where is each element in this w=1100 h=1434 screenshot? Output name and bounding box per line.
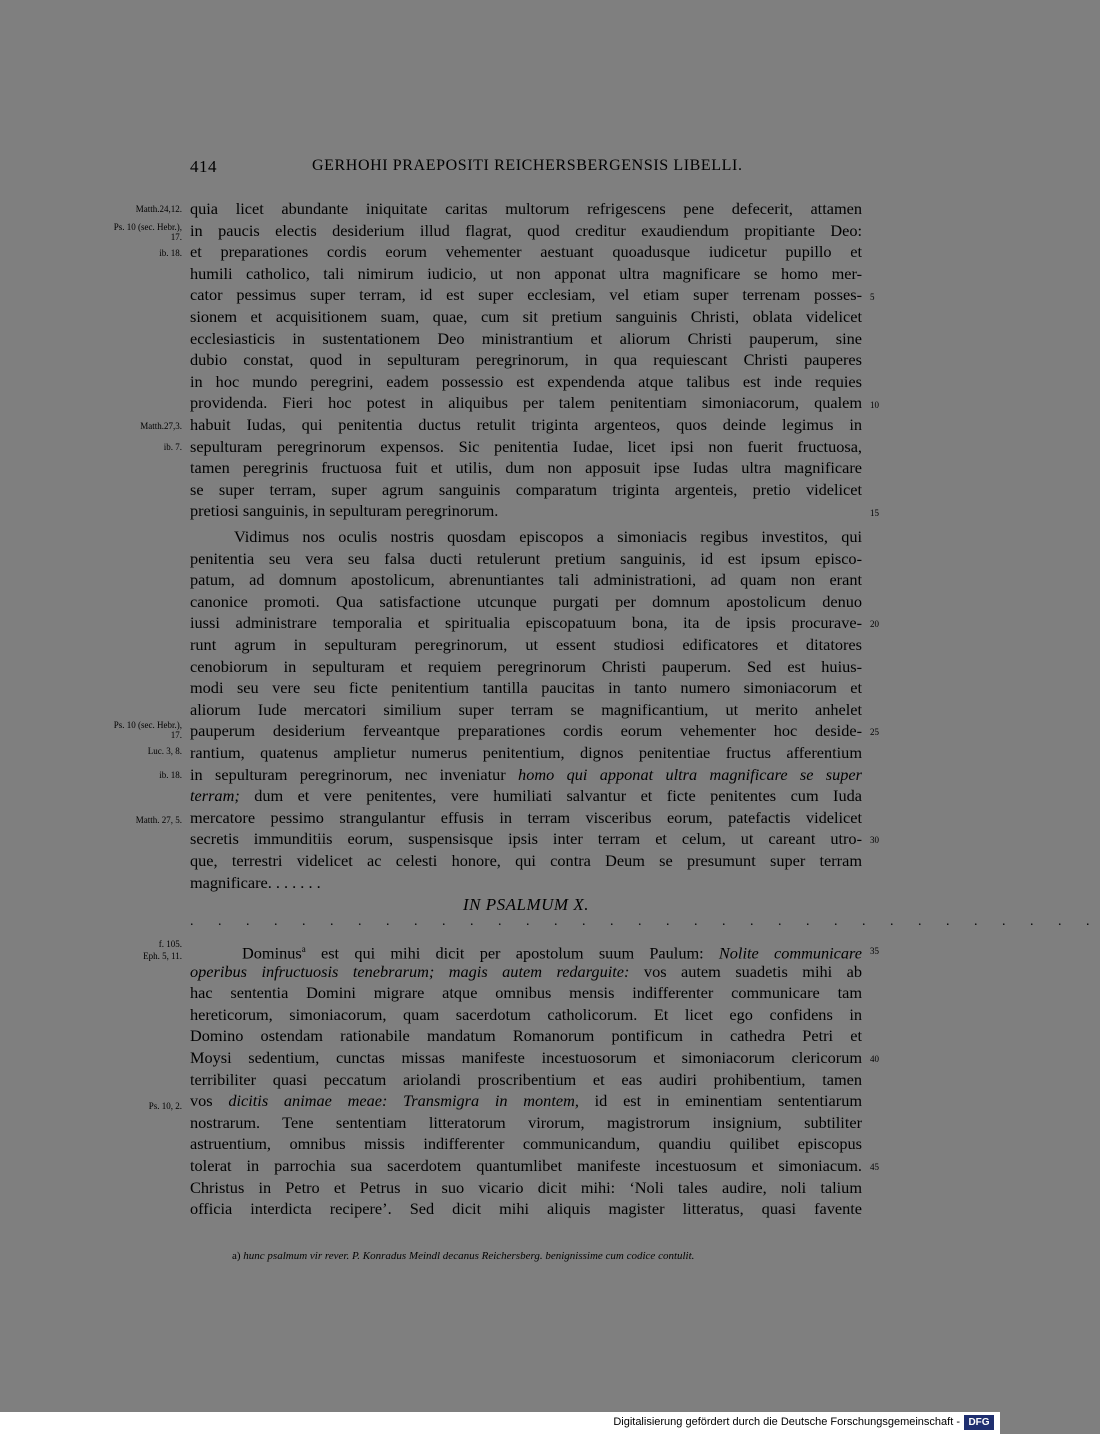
- line-number: 45: [870, 1162, 879, 1172]
- ellipsis-dots: . . . . . . . . . . . . . . . . . . . . . . . . . . . . . . . . .: [190, 914, 1100, 929]
- margin-note: f. 105.: [158, 939, 182, 949]
- text-line: aliorum Iude mercatori similium super terram se magnificantium, ut merito anhelet: [190, 699, 862, 719]
- margin-note: Eph. 5, 11.: [143, 951, 182, 961]
- paragraph-2: [190, 526, 862, 893]
- text-run: in sepulturam peregrinorum, nec inveniatur: [190, 764, 519, 784]
- text-run: dum et vere penitentes, vere humiliati salvantur et ficte penitentes cum Iuda: [239, 786, 862, 806]
- text-line: cator pessimus super terram, id est super ecclesiam, vel etiam super terrenam posses-: [190, 285, 862, 305]
- margin-note: Luc. 3, 8.: [147, 746, 182, 756]
- italic-quote: operibus infructuosis tenebrarum; magis autem redarguite:: [190, 961, 630, 981]
- line-number: 35: [870, 946, 879, 956]
- margin-note: Matth. 27, 5.: [135, 815, 182, 825]
- line-number: 40: [870, 1054, 879, 1064]
- text-run: Dominus: [242, 943, 302, 963]
- text-line: runt agrum in sepulturam peregrinorum, ut essent studiosi edificatores et ditatores: [190, 634, 862, 654]
- margin-note: Matth.24,12.: [135, 204, 182, 214]
- italic-quote: terram;: [190, 786, 240, 806]
- text-line: Christus in Petro et Petrus in suo vicario dicit mihi: ‘Noli tales audire, noli talium: [190, 1177, 862, 1197]
- text-line: in paucis electis desiderium illud flagrat, quod creditur exaudiendum propitiante Deo:: [190, 220, 862, 240]
- text-line: [190, 939, 862, 961]
- paragraph-1: [190, 198, 862, 522]
- margin-note: Ps. 10 (sec. Hebr.), 17.: [113, 720, 182, 740]
- italic-quote: Nolite communicare: [718, 943, 862, 963]
- text-line: rantium, quatenus amplietur numerus penitentium, dignos penitentiae fructus afferentium: [190, 742, 862, 762]
- line-number: 15: [870, 508, 879, 518]
- text-line: dubio constat, quod in sepulturam peregrinorum, in qua requiescant Christi pauperes: [190, 350, 862, 370]
- margin-note: Ps. 10 (sec. Hebr.), 17.: [113, 222, 182, 242]
- text-line: officia interdicta recipere’. Sed dicit mihi aliquis magister litteratus, quasi favente: [190, 1199, 862, 1219]
- text-line: se super terram, super agrum sanguinis comparatum triginta argenteis, pretio videlicet: [190, 479, 862, 499]
- text-line: pauperum desiderium ferveantque preparationes cordis eorum vehementer hoc deside-: [190, 721, 862, 741]
- line-number: 10: [870, 400, 879, 410]
- footnote-marker: a: [301, 944, 306, 954]
- text-line: patum, ad domnum apostolicum, abrenuntiantes tali administrationi, ad quam non erant: [190, 570, 862, 590]
- funding-footer: [0, 1412, 1000, 1434]
- footnote-label: a): [232, 1250, 241, 1262]
- line-number: 30: [870, 835, 879, 845]
- text-run: est qui mihi dicit per apostolum suum Paulum:: [305, 943, 719, 963]
- line-number: 20: [870, 619, 879, 629]
- text-line: [190, 961, 862, 983]
- text-line: tamen peregrinis fructuosa fuit et utilis, dum non apposuit ipse Iudas ultra magnificare: [190, 458, 862, 478]
- paragraph-3: [190, 939, 862, 1220]
- text-line: in hoc mundo peregrini, eadem possessio est expendenda atque talibus est inde requies: [190, 371, 862, 391]
- text-line: tolerat in parrochia sua sacerdotem quantumlibet manifeste incestuosum et simoniacum.: [190, 1155, 862, 1175]
- text-line: quia licet abundante iniquitate caritas multorum refrigescens pene defecerit, attamen: [190, 199, 862, 218]
- text-line: sepulturam peregrinorum expensos. Sic penitentia Iudae, licet ipsi non fuerit fructuosa,: [190, 436, 862, 456]
- text-line: iussi administrare temporalia et spiritualia episcopatuum bona, ita de ipsis procurave-: [190, 613, 862, 633]
- text-line: habuit Iudas, qui penitentia ductus retulit triginta argenteos, quos deinde legimus in: [190, 414, 862, 434]
- dfg-logo-icon: DFG: [964, 1415, 994, 1430]
- text-line: et preparationes cordis eorum vehementer aestuant quoadusque iudicetur pupillo et: [190, 242, 862, 262]
- margin-note: Matth.27,3.: [140, 421, 182, 431]
- text-line: [190, 764, 862, 786]
- text-line: pretiosi sanguinis, in sepulturam peregrinorum.: [190, 501, 499, 521]
- margin-note: ib. 18.: [159, 248, 182, 258]
- text-line: [190, 785, 862, 807]
- text-line: magnificare. . . . . . .: [190, 872, 321, 892]
- margin-note: ib. 7.: [163, 442, 182, 452]
- text-line: hereticorum, simoniacorum, quam sacerdotum catholicorum. Et licet ego confidens in: [190, 1004, 862, 1024]
- text-line: humili catholico, tali nimirum iudicio, ut non apponat ultra magnificare se homo mer-: [190, 263, 862, 283]
- section-heading: IN PSALMUM X.: [463, 895, 589, 914]
- text-line: [190, 1090, 862, 1112]
- text-line: sionem et acquisitionem suam, quae, cum sit pretium sanguinis Christi, oblata videlicet: [190, 306, 862, 326]
- text-line: Vidimus nos oculis nostris quosdam episcopos a simoniacis regibus investitos, qui: [234, 527, 862, 546]
- funding-credit: Digitalisierung gefördert durch die Deutsche Forschungsgemeinschaft -: [613, 1416, 960, 1428]
- text-run: vos autem suadetis mihi ab: [629, 961, 862, 981]
- text-line: Moysi sedentium, cunctas missas manifeste incestuosorum et simoniacorum clericorum: [190, 1047, 862, 1067]
- text-line: secretis immunditiis eorum, suspensisque ipsis inter terram et celum, ut careant utro-: [190, 829, 862, 849]
- text-line: canonice promoti. Qua satisfactione utcunque purgati per domnum apostolicum denuo: [190, 591, 862, 611]
- text-line: nostrarum. Tene sententiam litteratorum virorum, magistrorum insignium, subtiliter: [190, 1112, 862, 1132]
- running-title: GERHOHI PRAEPOSITI REICHERSBERGENSIS LIBELLI.: [312, 157, 743, 174]
- text-line: mercatore pessimo strangulantur effusis in terram visceribus eorum, patefactis videlicet: [190, 807, 862, 827]
- margin-note: Ps. 10, 2.: [148, 1101, 182, 1111]
- text-line: Domino ostendam rationabile mandatum Romanorum pontificum in cathedra Petri et: [190, 1026, 862, 1046]
- text-run: vos: [190, 1091, 229, 1111]
- margin-note: ib. 18.: [159, 770, 182, 780]
- italic-quote: dicitis animae meae: Transmigra in montem,: [228, 1091, 579, 1111]
- footnote: [232, 1250, 694, 1262]
- text-line: que, terrestri videlicet ac celesti honore, qui contra Deum se presumunt super terram: [190, 850, 862, 870]
- line-number: 25: [870, 727, 879, 737]
- line-number: 5: [870, 292, 875, 302]
- italic-quote: homo qui apponat ultra magnificare se super: [518, 764, 862, 784]
- text-line: penitentia seu vera seu falsa ducti retulerunt pretium sanguinis, id est ipsum episco-: [190, 548, 862, 568]
- text-line: hac sententia Domini migrare atque omnibus mensis indifferenter communicare tam: [190, 983, 862, 1003]
- text-run: id est in eminentiam sententiarum: [578, 1091, 863, 1111]
- page-number: 414: [190, 157, 217, 176]
- footnote-text: hunc psalmum vir rever. P. Konradus Meindl decanus Reichersberg. benignissime cum codice contulit.: [243, 1250, 695, 1262]
- text-line: ecclesiasticis in sustentationem Deo ministrantium et aliorum Christi pauperum, sine: [190, 328, 862, 348]
- text-line: providenda. Fieri hoc potest in aliquibus per talem penitentiam simoniacorum, qualem: [190, 393, 862, 413]
- text-line: terribiliter quasi peccatum ariolandi proscribentium et eas audiri prohibentium, tamen: [190, 1069, 862, 1089]
- text-line: modi seu vere seu ficte penitentium tantilla paucitas in tanto numero simoniacorum et: [190, 678, 862, 698]
- text-line: astruentium, omnibus missis indifferenter communicandum, quandiu quilibet episcopus: [190, 1134, 862, 1154]
- text-line: cenobiorum in sepulturam et requiem peregrinorum Christi pauperum. Sed est huius-: [190, 656, 862, 676]
